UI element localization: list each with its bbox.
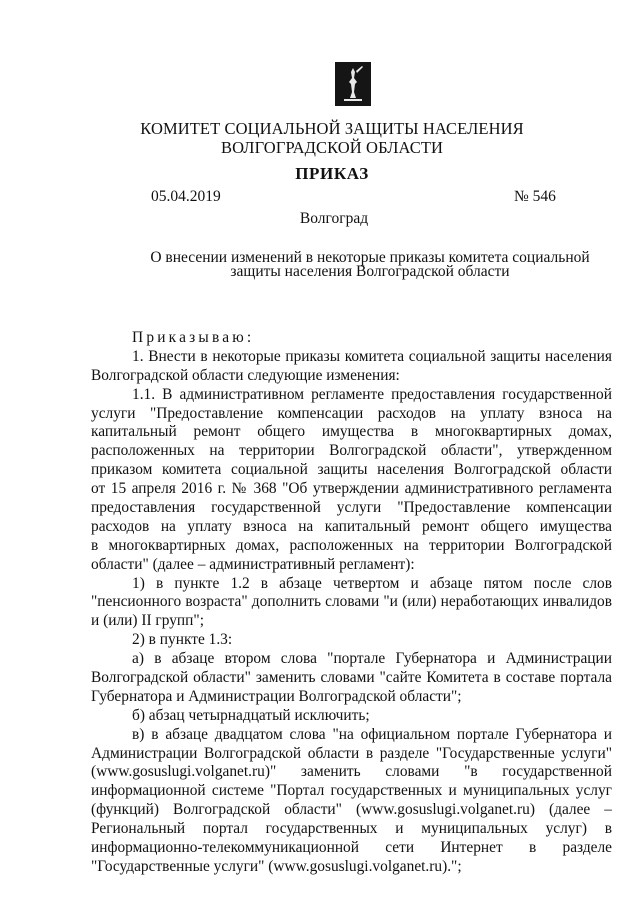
body-line: расположенных на территории Волгоградской области", утвержденном — [91, 442, 612, 460]
body-line: услуги "Предоставление компенсации расходов на уплату взноса на — [91, 404, 612, 422]
body-line: Региональный портал государственных и муниципальных услуг) в — [91, 820, 612, 838]
body-line: "Государственные услуги" (www.gosuslugi.volganet.ru)."; — [91, 857, 462, 875]
body-line: Волгоградской области" заменить словами "сайте Комитета в составе портала — [91, 669, 612, 687]
body-line: (функций) Волгоградской области" (www.gosuslugi.volganet.ru) (далее – — [91, 801, 612, 819]
body-line: 1) в пункте 1.2 в абзаце четвертом и абзаце пятом после слов — [132, 574, 612, 592]
body-line-prikazyvayu: Приказываю: — [132, 329, 255, 346]
document-type: ПРИКАЗ — [295, 164, 369, 183]
organization-name-line2: ВОЛГОГРАДСКОЙ ОБЛАСТИ — [220, 138, 444, 157]
body-line: предоставления государственной услуги "Предоставление компенсации — [91, 499, 612, 517]
document-subject-line2: защиты населения Волгоградской области — [230, 263, 510, 280]
body-line: от 15 апреля 2016 г. № 368 "Об утверждении административного регламента — [91, 480, 612, 498]
organization-name-line1: КОМИТЕТ СОЦИАЛЬНОЙ ЗАЩИТЫ НАСЕЛЕНИЯ — [140, 119, 524, 138]
body-line: информационной системе "Портал государственных и муниципальных услуг — [91, 782, 612, 800]
document-city: Волгоград — [299, 210, 369, 227]
volgograd-coat-of-arms-icon — [335, 62, 371, 106]
body-line: б) абзац четырнадцатый исключить; — [132, 706, 370, 724]
document-subject-line1: О внесении изменений в некоторые приказы комитета социальной — [150, 249, 590, 266]
document-number: № 546 — [514, 188, 556, 205]
body-line: Волгоградской области следующие изменения: — [91, 366, 400, 384]
document-body — [91, 329, 612, 877]
body-line: расходов на уплату взноса на капитальный ремонт общего имущества — [91, 517, 612, 535]
body-line: информационно-телекоммуникационной сети Интернет в разделе — [91, 839, 612, 857]
body-line: Губернатора и Администрации Волгоградской области"; — [91, 687, 462, 705]
body-line: в многоквартирных домах, расположенных на территории Волгоградской — [91, 536, 612, 554]
body-line: 1.1. В административном регламенте предоставления государственной — [132, 385, 612, 403]
body-line: "пенсионного возраста" дополнить словами "и (или) неработающих инвалидов — [91, 593, 612, 611]
body-line: (www.gosuslugi.volganet.ru)" заменить словами "в государственной — [91, 763, 612, 781]
body-line: и (или) II групп"; — [91, 612, 204, 630]
body-line: а) в абзаце втором слова "портале Губернатора и Администрации — [132, 650, 612, 668]
body-line: 1. Внести в некоторые приказы комитета социальной защиты населения — [132, 347, 612, 365]
body-line: приказом комитета социальной защиты населения Волгоградской области — [91, 461, 612, 479]
body-line: 2) в пункте 1.3: — [132, 631, 233, 649]
body-line: области" (далее – административный регламент): — [91, 555, 415, 573]
body-line: капитальный ремонт общего имущества в многоквартирных домах, — [91, 423, 612, 441]
body-line: Администрации Волгоградской области в разделе "Государственные услуги" — [91, 744, 612, 762]
body-line: в) в абзаце двадцатом слова "на официальном портале Губернатора и — [132, 725, 612, 743]
document-date: 05.04.2019 — [151, 188, 221, 205]
